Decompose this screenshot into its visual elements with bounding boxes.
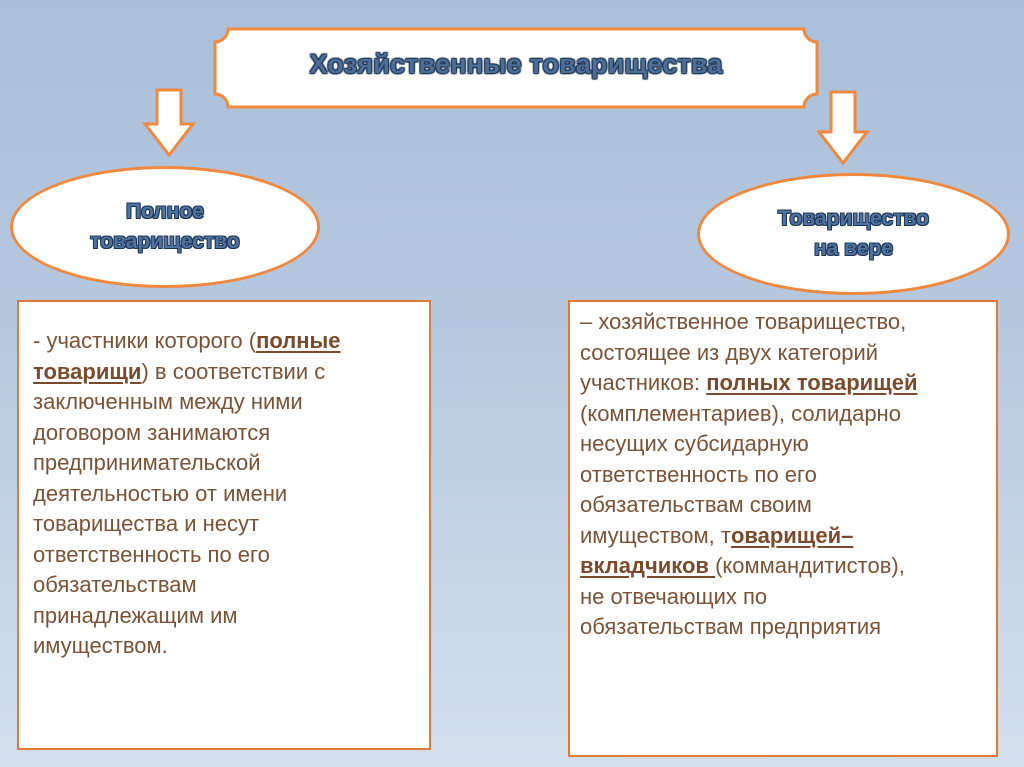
text-segment: заключенным между ними [33,389,303,414]
text-segment: договором занимаются [33,419,271,445]
text-line [580,612,986,643]
text-segment: имуществом, т [580,522,731,548]
emphasized-term: оварищей– [730,522,854,548]
text-segment: (коммандитистов), [715,553,905,578]
text-segment: товарищества и несут [33,511,260,536]
text-line [33,448,419,479]
oval-limited-partnership [697,173,1010,295]
text-line [33,509,419,540]
text-segment: не отвечающих по [580,583,768,609]
text-segment: - участники которого ( [33,328,257,353]
text-segment: участников: [580,370,707,395]
text-segment: несущих субсидарную [580,431,809,456]
oval-left-line-2: товарищество [90,230,240,253]
emphasized-term: полных товарищей [706,370,918,395]
text-segment: обязательствам предприятия [580,614,882,639]
text-line [580,368,986,399]
text-segment: – хозяйственное товарищество, [580,309,907,334]
text-segment: имуществом. [33,633,168,658]
text-line [580,551,986,582]
definition-box-limited-partnership [568,300,998,757]
emphasized-term: вкладчиков [580,553,716,578]
oval-left-line-1: Полное [126,200,204,223]
definition-box-full-partnership [17,300,431,750]
text-line [580,521,986,552]
text-line [580,460,986,491]
text-line [580,490,986,521]
text-line [33,540,419,571]
text-line [580,399,986,430]
definition-text-left [33,326,419,662]
text-segment: обязательствам [33,572,197,597]
text-line [33,357,419,388]
text-line [33,631,419,662]
arrow-down-icon-left [142,88,196,158]
diagram-title: Хозяйственные товарищества [309,48,723,79]
text-line [33,570,419,601]
emphasized-term: товарищи [33,358,142,384]
text-segment: ) в соответствии с [141,358,326,384]
text-line [33,387,419,418]
text-segment: деятельностью от имени [33,480,288,506]
text-line [33,479,419,510]
arrow-down-icon-right [816,90,870,166]
text-line [580,338,986,369]
oval-right-line-2: на вере [813,237,894,260]
text-line [33,418,419,449]
text-line [33,326,419,357]
emphasized-term: полные [256,328,341,353]
text-line [580,307,986,338]
text-segment: состоящее из двух категорий [580,339,879,365]
text-segment: (комплементариев), солидарно [580,400,901,426]
text-segment: обязательствам своим [580,492,812,517]
text-segment: ответственность по его [580,461,817,487]
text-line [580,429,986,460]
text-line [580,582,986,613]
text-segment: принадлежащим им [33,602,238,628]
title-plaque [212,26,820,110]
definition-text-right [580,307,986,643]
oval-full-partnership [10,166,320,288]
oval-right-line-1: Товарищество [778,207,929,230]
text-segment: предпринимательской [33,450,261,475]
text-line [33,601,419,632]
text-segment: ответственность по его [33,541,270,567]
